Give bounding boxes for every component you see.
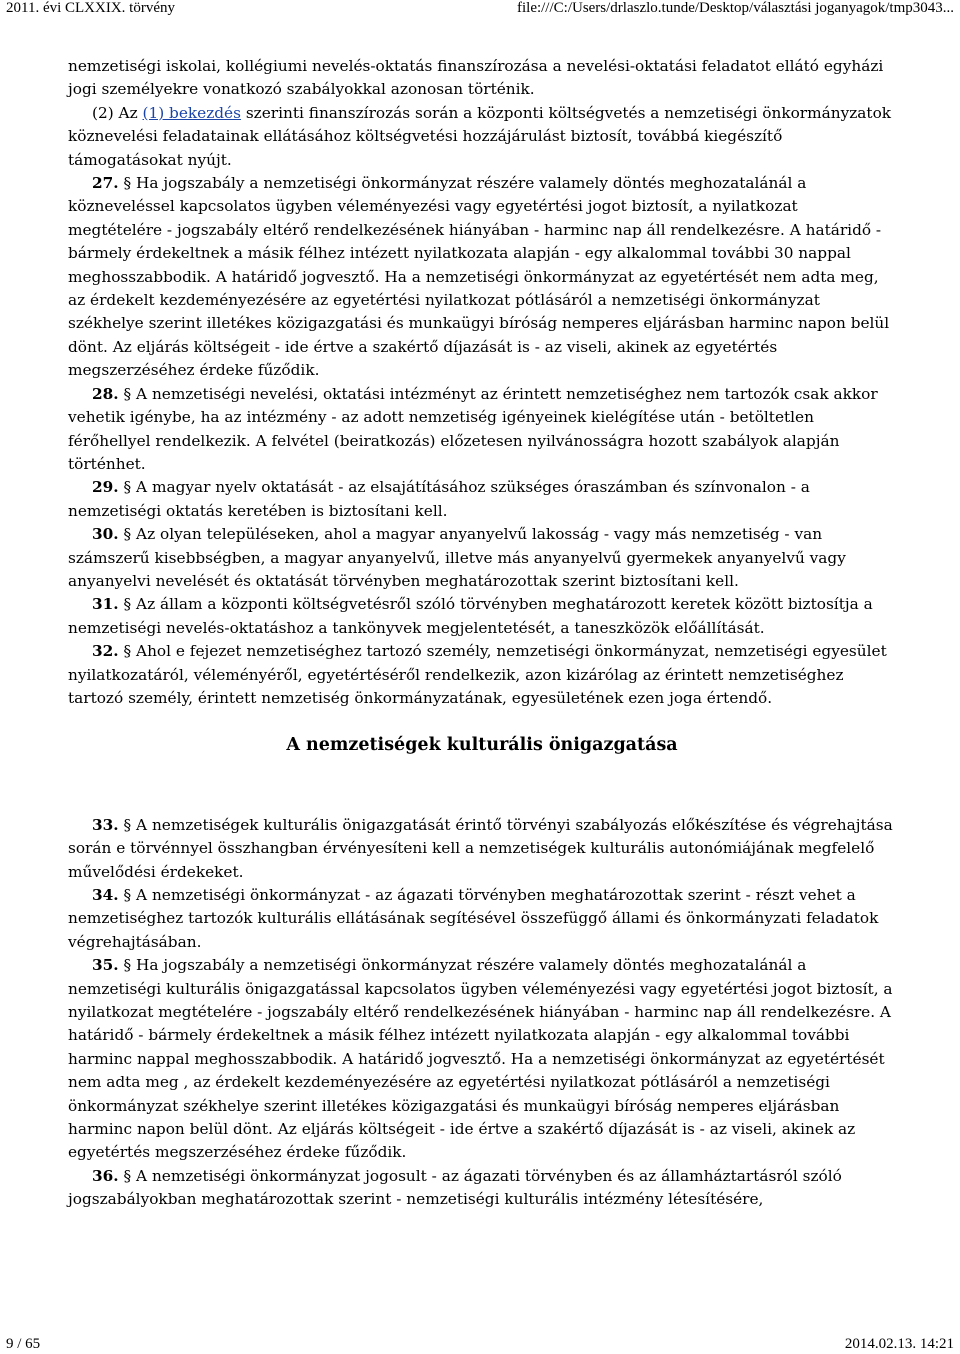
section-32 [68, 640, 896, 710]
section-sign-icon: § [123, 886, 132, 904]
section-number: 28. [92, 384, 119, 403]
section-number: 27. [92, 174, 119, 193]
section-sign-icon: § [123, 956, 132, 975]
section-sign-icon: § [123, 525, 132, 544]
section-30 [68, 523, 896, 593]
section-sign-icon: § [123, 642, 132, 661]
section-text: Az olyan településeken, ahol a magyar anyanyelvű lakosság - vagy más nemzetiség - van számszerű kisebbségben, a magyar anyanyelvű, illetve más anyanyelvű gyermekek anyanyelvű vagy anyanyelvi nevelését és oktatását törvényben meghatározottak szerint biztosítani kell. [68, 525, 846, 590]
section-text: A magyar nyelv oktatását - az elsajátításához szükséges óraszámban és színvonalon - a nemzetiségi oktatás keretében is biztosítani kell. [68, 478, 810, 520]
section-28 [68, 383, 896, 477]
footer-page-number: 9 / 65 [6, 1336, 41, 1352]
section-31 [68, 593, 896, 640]
section-sign-icon: § [123, 384, 132, 403]
header-document-title: 2011. évi CLXXIX. törvény [6, 0, 175, 16]
footer-datetime: 2014.02.13. 14:21 [844, 1336, 954, 1352]
section-sign-icon: § [123, 1166, 132, 1185]
document-body [68, 55, 896, 1212]
section-sign-icon: § [123, 174, 132, 193]
section-29 [68, 476, 896, 523]
section-27 [68, 172, 896, 383]
section-34 [68, 884, 896, 954]
paragraph-continuation: nemzetiségi iskolai, kollégiumi nevelés-oktatás finanszírozása a nevelési-oktatási feladatot ellátó egyházi jogi személyekre vonatkozó szabályokkal azonosan történik. [68, 57, 884, 99]
paragraph-2-prefix: (2) Az [92, 103, 143, 122]
section-36 [68, 1165, 896, 1212]
section-text: A nemzetiségi nevelési, oktatási intézményt az érintett nemzetiséghez nem tartozók csak akkor vehetik igénybe, ha az intézmény - az adott nemzetiség igényeinek kielégítése után - betöltetlen férőhellyel rendelkezik. A felvétel (beiratkozás) előzetesen nyilvánosságra hozott szabályok alapján történhet. [68, 384, 878, 473]
section-text: A nemzetiségek kulturális önigazgatását érintő törvényi szabályozás előkészítése és végrehajtása során e törvénnyel összhangban érvényesíteni kell a nemzetiségek kulturális autonómiájának megfelelő művelődési érdekeket. [68, 815, 893, 881]
section-text: Ahol e fejezet nemzetiséghez tartozó személy, nemzetiségi önkormányzat, nemzetiségi egyesület nyilatkozatáról, véleményéről, egyetértéséről rendelkezik, azon kizárólag az érintett nemzetiséghez tartozó személy, érintett nemzetiség önkormányzatának, egyesületének ezen joga értendő. [68, 642, 887, 707]
section-number: 33. [92, 815, 119, 834]
section-33 [68, 814, 896, 884]
section-text: Ha jogszabály a nemzetiségi önkormányzat részére valamely döntés meghozatalánál a közneveléssel kapcsolatos ügyben véleményezési vagy egyetértési jogot biztosít, a nyilatkozat megtételére - jogszabály eltérő rendelkezésének hiányában - harminc nap áll rendelkezésre. A határidő - bármely érdekeltnek a másik félhez intézett nyilatkozata alapján - egy alkalommal további 30 nappal meghosszabbodik. A határidő jogvesztő. Ha a nemzetiségi önkormányzat az egyetértését nem adta meg, az érdekelt kezdeményezésére az egyetértési nyilatkozat pótlásáról a nemzetiségi önkormányzat székhelye szerint illetékes közigazgatási és munkaügyi bíróság nemperes eljárásban harminc napon belül dönt. Az eljárás költségeit - ide értve a szakértő díjazását is - az viseli, akinek az egyetértés megszerzéséhez érdeke fűződik. [68, 174, 890, 380]
section-number: 30. [92, 525, 119, 544]
section-text: Ha jogszabály a nemzetiségi önkormányzat részére valamely döntés meghozatalánál a nemzetiségi kulturális önigazgatással kapcsolatos ügyben véleményezési vagy egyetértési jogot biztosít, a nyilatkozat megtételére - jogszabály eltérő rendelkezésének hiányában - harminc nap áll rendelkezésre. A határidő - bármely érdekeltnek a másik félhez intézett nyilatkozata alapján - egy alkalommal további harminc nappal meghosszabbodik. A határidő jogvesztő. Ha a nemzetiségi önkormányzat az egyetértését nem adta meg , az érdekelt kezdeményezésére az egyetértési nyilatkozat pótlásáról a nemzetiségi önkormányzat székhelye szerint illetékes közigazgatási és munkaügyi bíróság nemperes eljárásban harminc napon belül dönt. Az eljárás költségeit - ide értve a szakértő díjazását is - az viseli, akinek az egyetértés megszerzéséhez érdeke fűződik. [68, 956, 893, 1162]
bekezdes-link[interactable]: (1) bekezdés [142, 103, 241, 122]
section-number: 36. [92, 1166, 119, 1185]
section-number: 35. [92, 956, 119, 975]
section-35 [68, 954, 896, 1165]
section-text: Az állam a központi költségvetésről szóló törvényben meghatározott keretek között biztosítja a nemzetiségi nevelés-oktatáshoz a tankönyvek megjelentetését, a taneszközök előállítását. [68, 595, 873, 637]
header-file-path: file:///C:/Users/drlaszlo.tunde/Desktop/választási joganyagok/tmp3043... [516, 0, 954, 16]
section-number: 29. [92, 478, 119, 497]
chapter-heading: A nemzetiségek kulturális önigazgatása [286, 735, 678, 756]
section-number: 31. [92, 595, 119, 614]
section-number: 34. [92, 886, 119, 904]
section-sign-icon: § [123, 595, 132, 614]
paragraph-2-text: szerinti finanszírozás során a központi költségvetés a nemzetiségi önkormányzatok köznevelési feladatainak ellátásához költségvetési hozzájárulást biztosít, továbbá kiegészítő támogatásokat nyújt. [68, 103, 892, 169]
paragraph-2 [68, 102, 896, 172]
section-text: A nemzetiségi önkormányzat - az ágazati törvényben meghatározottak szerint - részt vehet a nemzetiséghez tartozók kulturális ellátásának segítésével összefüggő állami és önkormányzati feladatok végrehajtásában. [68, 886, 879, 951]
section-sign-icon: § [123, 478, 132, 497]
section-number: 32. [92, 642, 119, 661]
section-text: A nemzetiségi önkormányzat jogosult - az ágazati törvényben és az államháztartásról szóló jogszabályokban meghatározottak szerint - nemzetiségi kulturális intézmény létesítésére, [68, 1166, 842, 1209]
section-sign-icon: § [123, 815, 132, 834]
